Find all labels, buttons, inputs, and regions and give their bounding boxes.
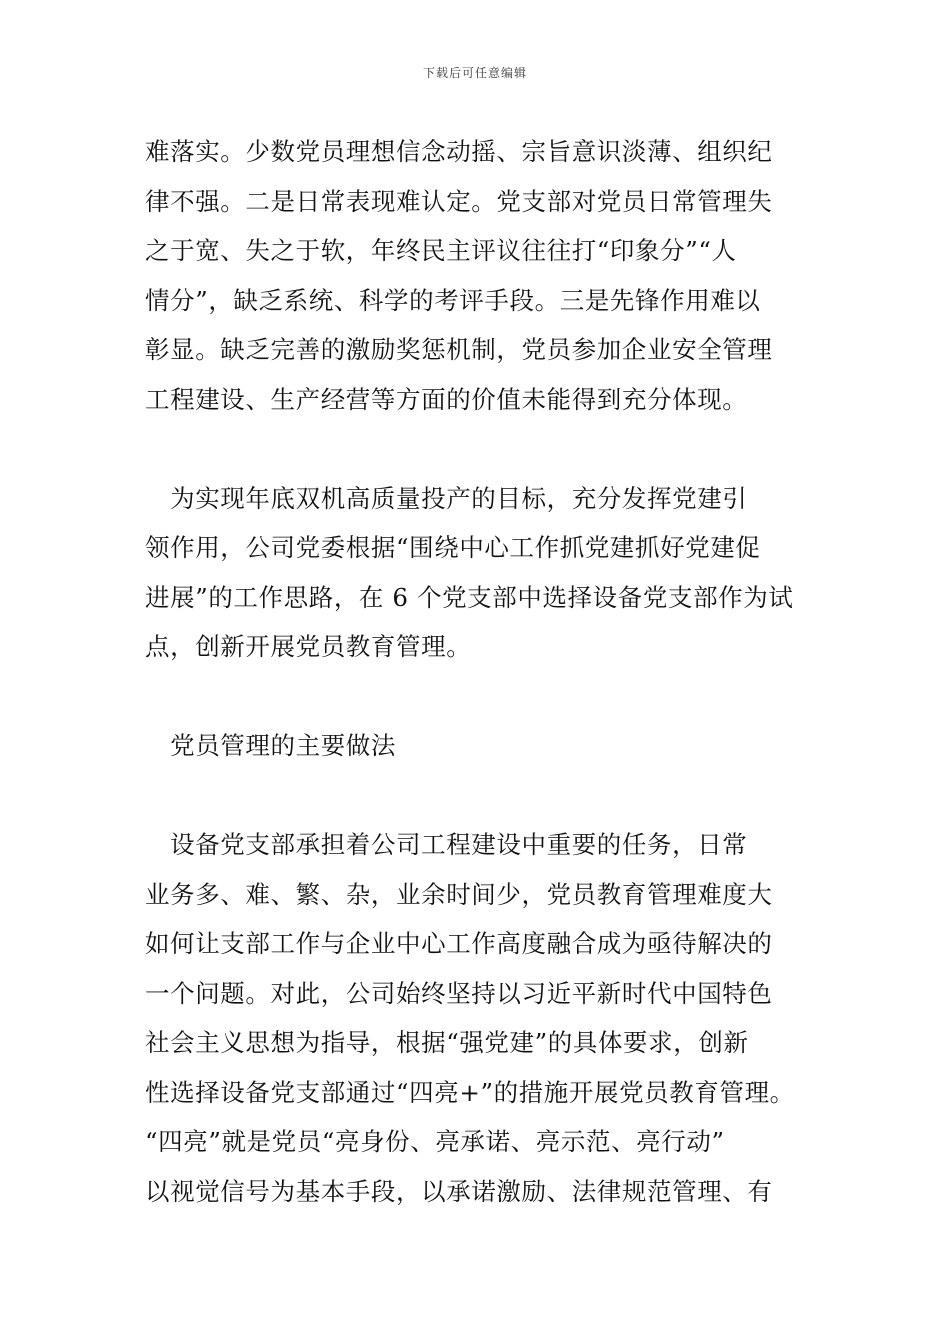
paragraph-problems: 难落实。少数党员理想信念动摇、宗旨意识淡薄、组织纪 律不强。二是日常表现难认定。党支部对党员日常管理失 之于宽、失之于软，年终民主评议往往打“印象分”“人 情分”，缺乏系统、科学的考评手段。三是先锋作用难以 彰显。缺乏完善的激励奖惩机制，党员参加企业安全管理 工程建设、生产经营等方面的价值未能得到充分体现。 [145,137,773,414]
section-heading-main-practices: 党员管理的主要做法 [145,731,396,760]
paragraph-four-shine-measures: 设备党支部承担着公司工程建设中重要的任务，日常 业务多、难、繁、杂，业余时间少，党员教育管理难度大 如何让支部工作与企业中心工作高度融合成为亟待解决的 一个问题。对此，公司始终坚持以习近平新时代中国特色 社会主义思想为指导，根据“强党建”的具体要求，创新 性选择设备党支部通过“四亮+”的措施开展党员教育管理。 “四亮”就是党员“亮身份、亮承诺、亮示范、亮行动” 以视觉信号为基本手段，以承诺激励、法律规范管理、有 [145,830,795,1206]
paragraph-pilot-goal: 为实现年底双机高质量投产的目标，充分发挥党建引 领作用，公司党委根据“围绕中心工作抓党建抓好党建促 进展”的工作思路，在 6 个党支部中选择设备党支部作为试 点，创新开展党员教育管理。 [145,483,794,661]
document-body [145,127,815,1216]
page-header: 下载后可任意编辑 [422,66,527,80]
